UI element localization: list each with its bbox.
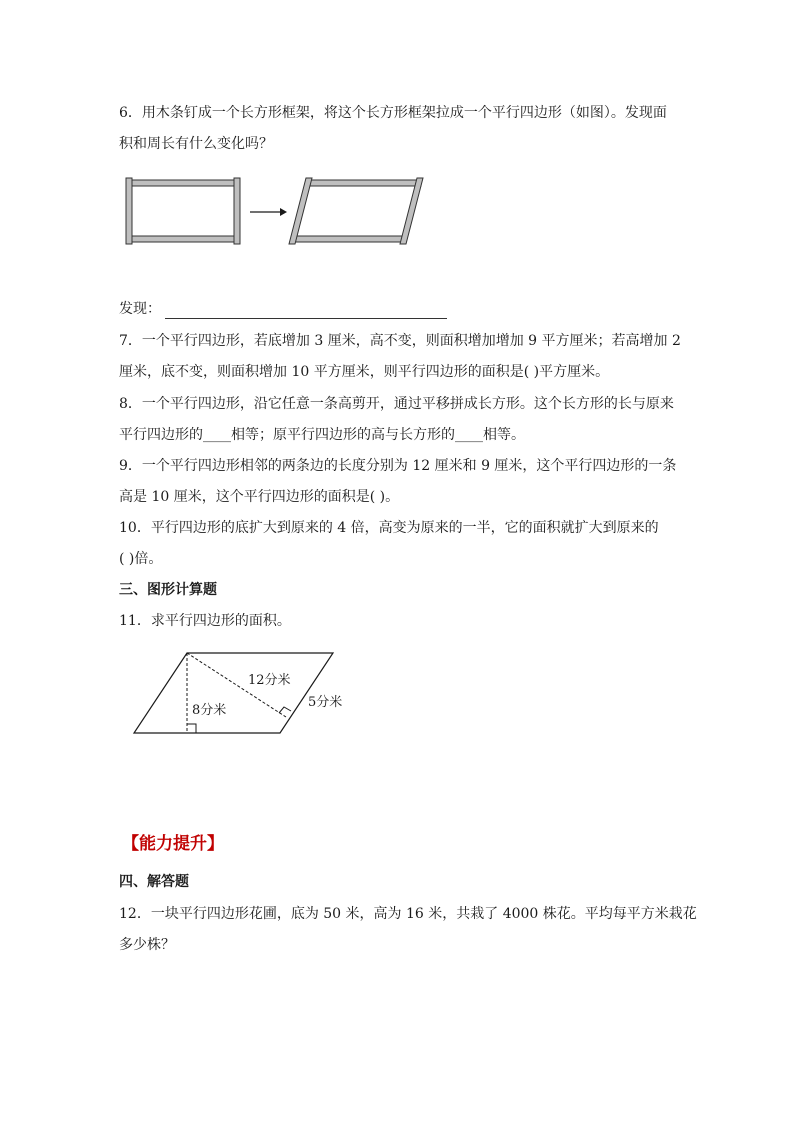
- ability-header: 【能力提升】: [122, 834, 224, 854]
- q11-figure: [130, 648, 370, 744]
- q9-line2: 高是 10 厘米，这个平行四边形的面积是( )。: [119, 489, 400, 505]
- q6-line1: 6．用木条钉成一个长方形框架，将这个长方形框架拉成一个平行四边形（如图）。发现面: [119, 105, 667, 121]
- right-angle-mark-side: [279, 707, 291, 713]
- section3-heading: 三、图形计算题: [119, 582, 217, 598]
- q7-line2: 厘米，底不变，则面积增加 10 平方厘米，则平行四边形的面积是( )平方厘米。: [119, 364, 610, 380]
- q9-line1: 9．一个平行四边形相邻的两条边的长度分别为 12 厘米和 9 厘米，这个平行四边形的一条: [119, 458, 677, 474]
- q6-figure: [120, 172, 440, 254]
- label-5-dm: 5分米: [308, 695, 343, 710]
- q6-answer-label: 发现：: [119, 301, 161, 317]
- arrow-icon: [250, 208, 287, 216]
- q6-answer-line: [119, 299, 447, 319]
- rectangle-frame: [126, 178, 240, 244]
- section4-heading: 四、解答题: [119, 874, 189, 890]
- label-8-dm: 8分米: [192, 703, 227, 718]
- parallelogram-shape: [134, 653, 333, 733]
- q6-line2: 积和周长有什么变化吗？: [119, 136, 273, 152]
- q10-line2: ( )倍。: [119, 551, 163, 567]
- q12-line2: 多少株？: [119, 937, 175, 953]
- q6-answer-blank[interactable]: [165, 304, 447, 319]
- label-12-dm: 12分米: [248, 673, 291, 688]
- q8-line2: 平行四边形的____相等；原平行四边形的高与长方形的____相等。: [119, 427, 525, 443]
- q12-line1: 12．一块平行四边形花圃，底为 50 米，高为 16 米，共栽了 4000 株花。平均每平方米栽花: [119, 906, 697, 922]
- parallelogram-frame: [289, 178, 423, 244]
- right-angle-mark-bottom: [187, 724, 196, 733]
- q10-line1: 10．平行四边形的底扩大到原来的 4 倍，高变为原来的一半，它的面积就扩大到原来的: [119, 520, 659, 536]
- q11-text: 11．求平行四边形的面积。: [119, 613, 291, 629]
- q7-line1: 7．一个平行四边形，若底增加 3 厘米，高不变，则面积增加增加 9 平方厘米；若高增加 2: [119, 333, 681, 349]
- q8-line1: 8．一个平行四边形，沿它任意一条高剪开，通过平移拼成长方形。这个长方形的长与原来: [119, 396, 674, 412]
